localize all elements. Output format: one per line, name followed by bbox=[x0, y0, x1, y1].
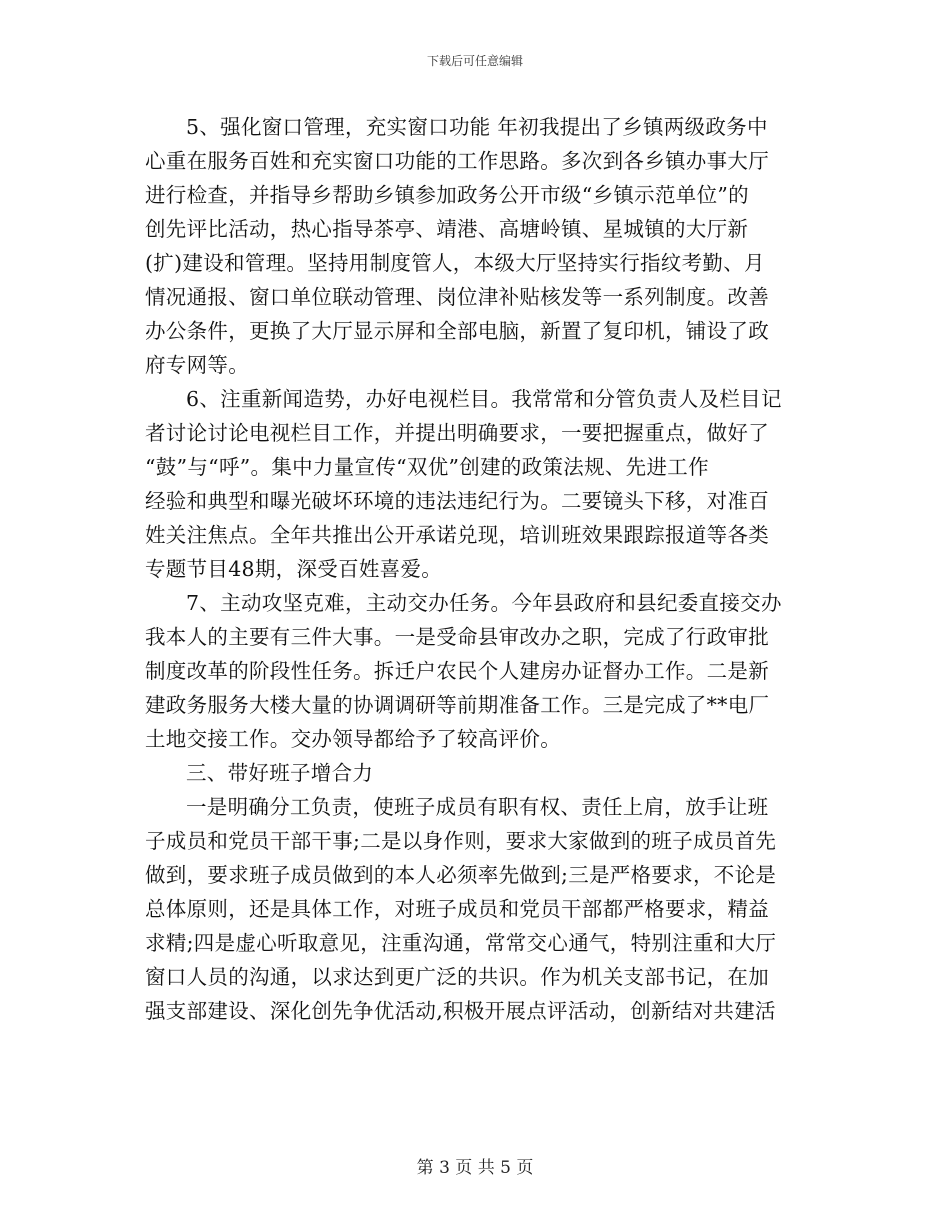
paragraph-line: 土地交接工作。交办领导都给予了较高评价。 bbox=[145, 727, 561, 751]
paragraph-line: 制度改革的阶段性任务。拆迁户农民个人建房办证督办工作。二是新 bbox=[145, 659, 769, 683]
document-body bbox=[145, 110, 810, 1028]
paragraph-line: 做到，要求班子成员做到的本人必须率先做到;三是严格要求，不论是 bbox=[145, 863, 777, 887]
paragraph-line: 5、强化窗口管理，充实窗口功能 年初我提出了乡镇两级政务中 bbox=[186, 115, 768, 139]
section-heading: 三、带好班子增合力 bbox=[186, 761, 374, 785]
paragraph-line: 专题节目48期，深受百姓喜爱。 bbox=[145, 557, 443, 581]
paragraph-line: 进行检查，并指导乡帮助乡镇参加政务公开市级“乡镇示范单位”的 bbox=[145, 183, 749, 207]
paragraph-line: 办公条件，更换了大厅显示屏和全部电脑，新置了复印机，铺设了政 bbox=[145, 319, 769, 343]
paragraph-line: 强支部建设、深化创先争优活动,积极开展点评活动，创新结对共建活 bbox=[145, 999, 776, 1023]
paragraph-line: 总体原则，还是具体工作，对班子成员和党员干部都严格要求，精益 bbox=[145, 897, 769, 921]
paragraph-line: 经验和典型和曝光破坏环境的违法违纪行为。二要镜头下移，对准百 bbox=[145, 489, 769, 513]
paragraph-line: 子成员和党员干部干事;二是以身作则，要求大家做到的班子成员首先 bbox=[145, 829, 777, 853]
paragraph-line: 者讨论讨论电视栏目工作，并提出明确要求，一要把握重点，做好了 bbox=[145, 421, 769, 445]
paragraph-line: 窗口人员的沟通，以求达到更广泛的共识。作为机关支部书记，在加 bbox=[145, 965, 769, 989]
paragraph-line: 求精;四是虚心听取意见，注重沟通，常常交心通气，特别注重和大厅 bbox=[145, 931, 777, 955]
paragraph-line: 创先评比活动，热心指导茶亭、靖港、高塘岭镇、星城镇的大厅新 bbox=[145, 217, 749, 241]
paragraph-line: (扩)建设和管理。坚持用制度管人，本级大厅坚持实行指纹考勤、月 bbox=[145, 251, 765, 275]
paragraph-line: 建政务服务大楼大量的协调调研等前期准备工作。三是完成了**电厂 bbox=[145, 693, 770, 717]
paragraph-line: 府专网等。 bbox=[145, 353, 249, 377]
page-header: 下载后可任意编辑 bbox=[426, 54, 523, 68]
paragraph-line: 心重在服务百姓和充实窗口功能的工作思路。多次到各乡镇办事大厅 bbox=[145, 149, 769, 173]
paragraph-line: 我本人的主要有三件大事。一是受命县审改办之职，完成了行政审批 bbox=[145, 625, 769, 649]
paragraph-line: 6、注重新闻造势，办好电视栏目。我常常和分管负责人及栏目记 bbox=[186, 387, 782, 411]
paragraph-line: 7、主动攻坚克难，主动交办任务。今年县政府和县纪委直接交办 bbox=[186, 591, 782, 615]
paragraph-line: 姓关注焦点。全年共推出公开承诺兑现，培训班效果跟踪报道等各类 bbox=[145, 523, 769, 547]
page-footer: 第 3 页 共 5 页 bbox=[416, 1158, 534, 1178]
paragraph-line: 一是明确分工负责，使班子成员有职有权、责任上肩，放手让班 bbox=[186, 795, 769, 819]
paragraph-line: 情况通报、窗口单位联动管理、岗位津补贴核发等一系列制度。改善 bbox=[145, 285, 769, 309]
paragraph-line: “鼓”与“呼”。集中力量宣传“双优”创建的政策法规、先进工作 bbox=[145, 455, 709, 479]
